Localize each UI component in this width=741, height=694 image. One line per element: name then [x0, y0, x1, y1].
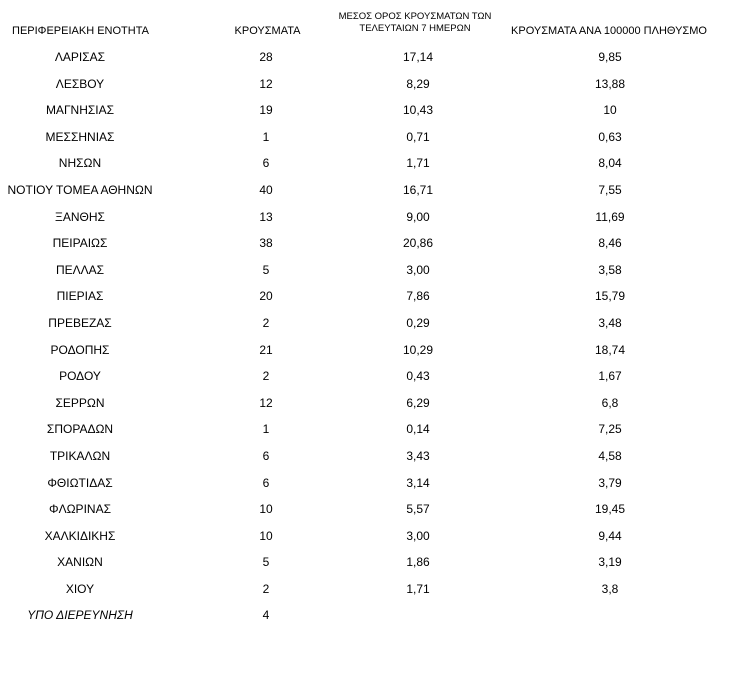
avg-7d-cell: 17,14: [402, 50, 434, 64]
table-row: [0, 470, 741, 497]
avg-7d-cell: 8,29: [406, 76, 430, 91]
per-100k-cell: 18,74: [594, 342, 626, 357]
avg-7d-cell: 16,71: [402, 182, 434, 197]
avg-7d-cell: 10,29: [402, 342, 434, 357]
cases-cell: 10: [259, 528, 273, 543]
per-100k-cell: 19,45: [594, 502, 626, 517]
region-cell: ΠΕΛΛΑΣ: [55, 262, 105, 277]
header-region: ΠΕΡΙΦΕΡΕΙΑΚΗ ΕΝΟΤΗΤΑ: [12, 25, 149, 37]
avg-7d-cell: 20,86: [402, 236, 434, 251]
per-100k-cell: 7,55: [598, 182, 622, 197]
region-cell: ΝΟΤΙΟΥ ΤΟΜΕΑ ΑΘΗΝΩΝ: [7, 182, 153, 197]
region-cell: ΣΕΡΡΩΝ: [55, 395, 105, 410]
avg-7d-cell: 6,29: [406, 395, 430, 410]
region-cell: ΠΕΙΡΑΙΩΣ: [52, 236, 108, 251]
cases-cell: 5: [262, 262, 270, 277]
header-per-100k: ΚΡΟΥΣΜΑΤΑ ΑΝΑ 100000 ΠΛΗΘΥΣΜΟ: [511, 25, 707, 37]
header-avg-7d: ΜΕΣΟΣ ΟΡΟΣ ΚΡΟΥΣΜΑΤΩΝ ΤΩΝ ΤΕΛΕΥΤΑΙΩΝ 7 ΗΜΕΡΩΝ: [338, 11, 492, 34]
region-cell: ΛΑΡΙΣΑΣ: [54, 50, 106, 64]
region-cell: ΧΙΟΥ: [65, 581, 95, 596]
cases-cell: 20: [259, 289, 273, 304]
region-cell: ΛΕΣΒΟΥ: [55, 76, 105, 91]
cases-cell: 4: [262, 608, 270, 623]
avg-7d-cell: 0,29: [406, 315, 430, 330]
table-row: [0, 44, 741, 71]
avg-7d-cell: 0,71: [406, 129, 430, 144]
region-cell: ΦΘΙΩΤΙΔΑΣ: [47, 475, 113, 490]
per-100k-cell: 11,69: [595, 209, 625, 224]
region-cell: ΠΙΕΡΙΑΣ: [56, 289, 104, 304]
region-cell: ΧΑΝΙΩΝ: [57, 555, 103, 570]
table-row: [0, 390, 741, 417]
table-row: [0, 204, 741, 231]
per-100k-cell: 0,63: [598, 129, 622, 144]
cases-cell: 2: [262, 315, 270, 330]
table-row: [0, 523, 741, 550]
table-row: [0, 576, 741, 603]
cases-cell: 38: [259, 236, 273, 251]
table-row: [0, 230, 741, 257]
table-row: [0, 443, 741, 470]
table-row: [0, 363, 741, 390]
cases-cell: 2: [262, 581, 270, 596]
cases-cell: 5: [262, 555, 270, 570]
table-row: [0, 71, 741, 98]
table-row: [0, 496, 741, 523]
table-row: [0, 310, 741, 337]
per-100k-cell: 9,85: [598, 50, 622, 64]
per-100k-cell: 6,8: [601, 395, 619, 410]
region-cell: ΡΟΔΟΥ: [59, 369, 101, 384]
cases-cell: 12: [259, 395, 273, 410]
region-cell: ΜΑΓΝΗΣΙΑΣ: [45, 103, 115, 118]
avg-7d-cell: 1,86: [406, 555, 430, 570]
cases-cell: 40: [259, 182, 273, 197]
avg-7d-cell: 3,00: [406, 528, 430, 543]
avg-7d-cell: 5,57: [406, 502, 430, 517]
region-cell: ΝΗΣΩΝ: [58, 156, 102, 171]
per-100k-cell: 9,44: [598, 528, 622, 543]
per-100k-cell: 3,48: [598, 315, 622, 330]
table-row: [0, 602, 741, 629]
avg-7d-cell: 3,14: [406, 475, 430, 490]
avg-7d-cell: 7,86: [406, 289, 430, 304]
table-row: [0, 177, 741, 204]
per-100k-cell: 7,25: [598, 422, 622, 437]
cases-cell: 1: [262, 422, 270, 437]
cases-cell: 2: [262, 369, 270, 384]
region-cell: ΣΠΟΡΑΔΩΝ: [46, 422, 114, 437]
cases-cell: 13: [259, 209, 273, 224]
per-100k-cell: 3,8: [601, 581, 619, 596]
cases-cell: 10: [259, 502, 273, 517]
per-100k-cell: 3,58: [598, 262, 622, 277]
avg-7d-cell: 0,43: [406, 369, 430, 384]
per-100k-cell: 13,88: [594, 76, 626, 91]
table-row: [0, 416, 741, 443]
cases-cell: 1: [262, 129, 270, 144]
avg-7d-cell: 1,71: [406, 581, 430, 596]
region-cell: ΦΛΩΡΙΝΑΣ: [49, 502, 111, 517]
region-cell: ΥΠΟ ΔΙΕΡΕΥΝΗΣΗ: [27, 608, 133, 623]
region-cell: ΜΕΣΣΗΝΙΑΣ: [45, 129, 115, 144]
table-row: [0, 283, 741, 310]
region-cell: ΠΡΕΒΕΖΑΣ: [48, 315, 112, 330]
table-row: [0, 549, 741, 576]
avg-7d-cell: 1,71: [406, 156, 430, 171]
table-row: [0, 124, 741, 151]
table-row: [0, 257, 741, 284]
region-cell: ΡΟΔΟΠΗΣ: [50, 342, 110, 357]
avg-7d-cell: 0,14: [406, 422, 430, 437]
table-row: [0, 337, 741, 364]
cases-cell: 12: [259, 76, 273, 91]
cases-cell: 6: [262, 475, 270, 490]
per-100k-cell: 8,04: [598, 156, 622, 171]
per-100k-cell: 1,67: [598, 369, 622, 384]
per-100k-cell: 8,46: [598, 236, 622, 251]
cases-cell: 28: [259, 50, 273, 64]
table-row: [0, 150, 741, 177]
region-cell: ΧΑΛΚΙΔΙΚΗΣ: [44, 528, 116, 543]
cases-cell: 21: [259, 342, 273, 357]
per-100k-cell: 3,79: [598, 475, 622, 490]
cases-cell: 6: [262, 448, 270, 463]
per-100k-cell: 4,58: [598, 448, 622, 463]
avg-7d-cell: 3,00: [406, 262, 430, 277]
header-cases: ΚΡΟΥΣΜΑΤΑ: [234, 25, 301, 37]
cases-cell: 6: [262, 156, 270, 171]
table-body: [0, 44, 741, 629]
cases-cell: 19: [259, 103, 273, 118]
avg-7d-cell: 3,43: [406, 448, 430, 463]
per-100k-cell: 10: [603, 103, 617, 118]
per-100k-cell: 15,79: [594, 289, 626, 304]
table-row: [0, 97, 741, 124]
region-cell: ΤΡΙΚΑΛΩΝ: [49, 448, 111, 463]
region-cell: ΞΑΝΘΗΣ: [55, 209, 105, 224]
per-100k-cell: 3,19: [598, 555, 622, 570]
avg-7d-cell: 9,00: [406, 209, 430, 224]
avg-7d-cell: 10,43: [402, 103, 434, 118]
